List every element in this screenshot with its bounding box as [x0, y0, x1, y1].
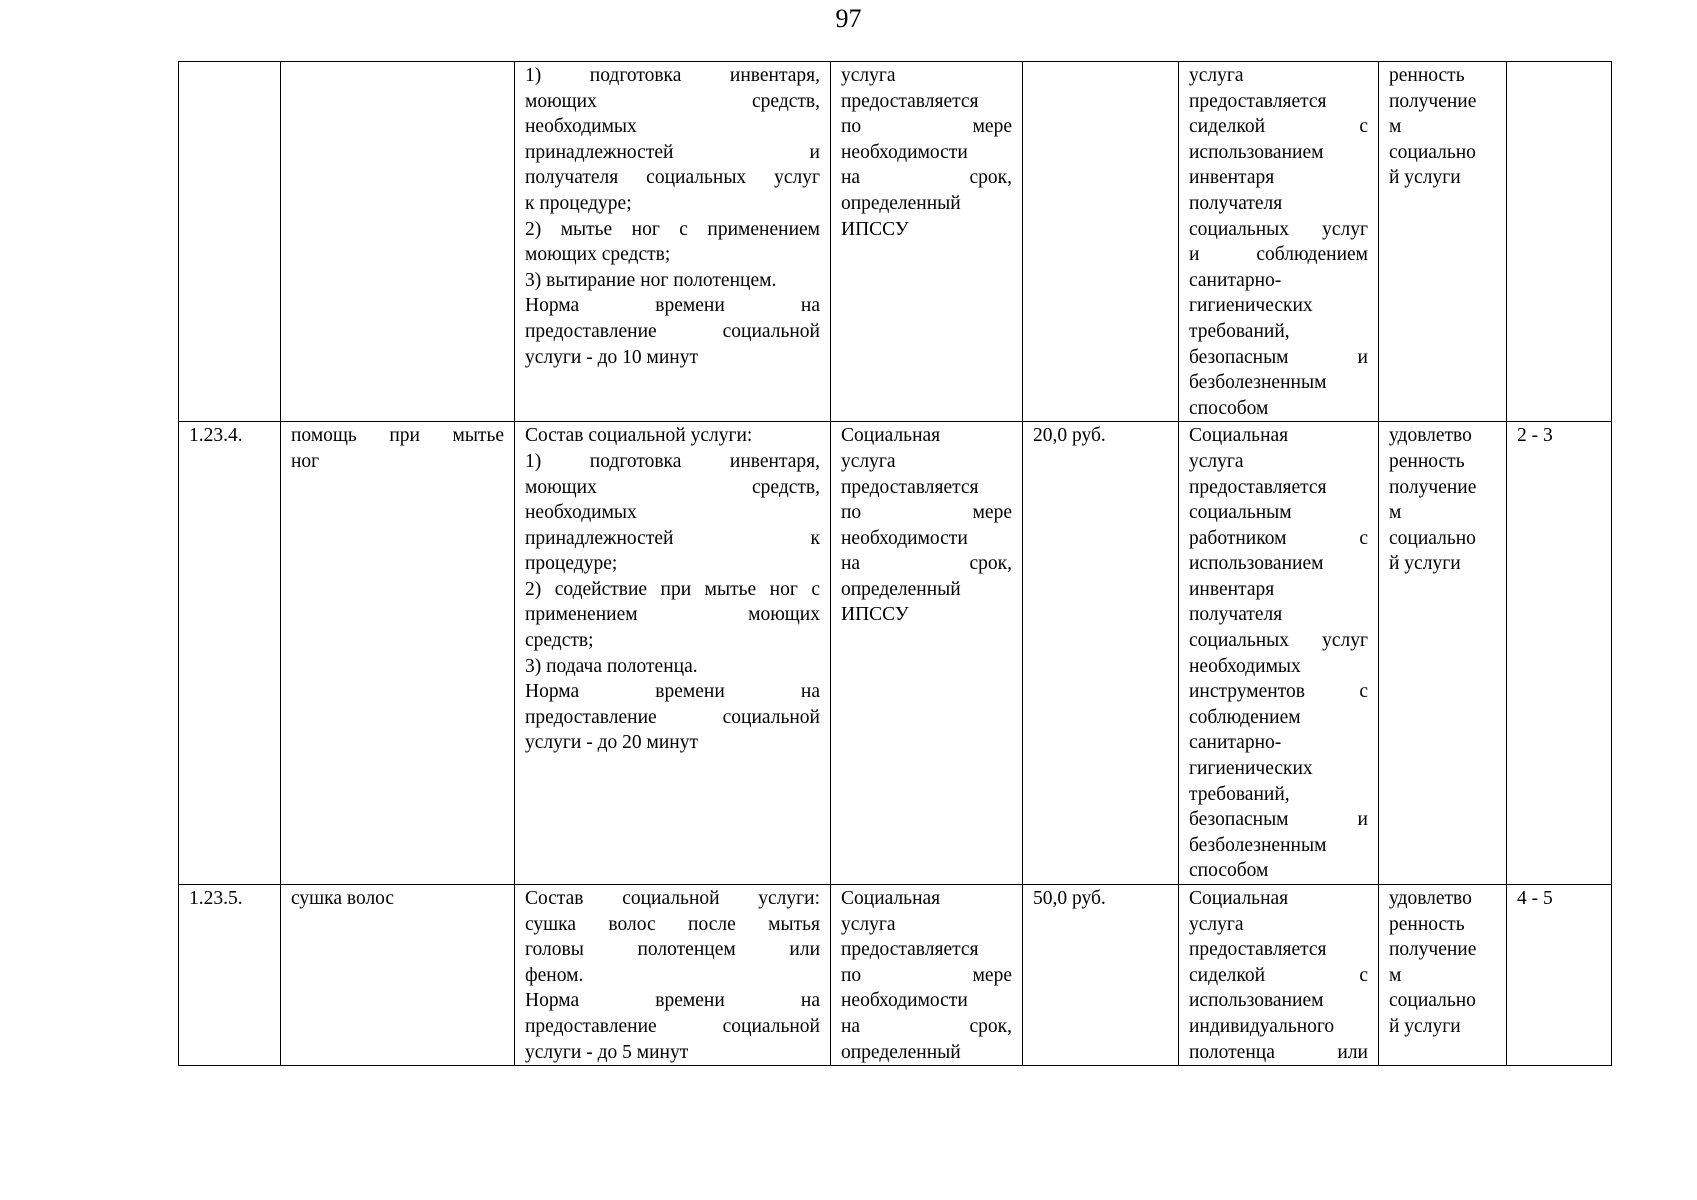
cell-text-line: по мере — [841, 964, 1012, 986]
cell-text-line: процедуре; — [525, 553, 618, 575]
table-row — [179, 62, 1612, 422]
cell-text-line: предоставление социальной — [525, 1015, 820, 1037]
cell-text-line: инструментов с — [1189, 681, 1368, 703]
cell-text-line: работником с — [1189, 527, 1368, 549]
cell-text-line: индивидуального — [1189, 1015, 1335, 1037]
service-price-cell: 20,0 руб. — [1023, 422, 1179, 885]
services-table — [178, 61, 1612, 1066]
cell-text-line: предоставляется — [841, 939, 979, 961]
service-evaluation-cell — [1379, 422, 1507, 885]
cell-text-line: безболезненным — [1189, 372, 1327, 394]
cell-text-line: социально — [1389, 141, 1476, 163]
service-conditions-cell — [831, 62, 1023, 422]
cell-text-line: моющих средств, — [525, 476, 820, 498]
cell-text-line: безопасным и — [1189, 809, 1368, 831]
cell-text-line: применением моющих — [525, 604, 820, 626]
cell-text-line: предоставляется — [1189, 90, 1327, 112]
cell-text-line: сиделкой с — [1189, 116, 1368, 138]
cell-text-line: услуга — [1189, 913, 1244, 935]
cell-text-line: услуга — [841, 450, 896, 472]
cell-text-line: предоставляется — [1189, 476, 1327, 498]
cell-text-line: безопасным и — [1189, 346, 1368, 368]
table-row — [179, 422, 1612, 885]
cell-text-line: Социальная — [841, 888, 941, 909]
service-conditions-cell — [831, 885, 1023, 1066]
cell-text-line: необходимости — [841, 141, 968, 163]
cell-text-line: принадлежностей и — [525, 141, 820, 163]
cell-text-line: необходимости — [841, 527, 968, 549]
cell-text-line: услуга — [841, 913, 896, 935]
cell-text-line: услуга — [841, 65, 896, 86]
cell-text-line: получение — [1389, 90, 1477, 112]
cell-text-line: на срок, — [841, 553, 1012, 575]
cell-text-line: принадлежностей к — [525, 527, 820, 549]
cell-text-line: ренность — [1389, 913, 1465, 935]
service-price-cell — [1023, 62, 1179, 422]
cell-text-line: 2) мытье ног с применением — [525, 218, 820, 240]
cell-text-line: определенный — [841, 1041, 961, 1063]
service-conditions-cell — [831, 422, 1023, 885]
cell-text-line: социальным — [1189, 502, 1292, 524]
cell-text-line: получателя социальных услуг — [525, 167, 820, 189]
cell-text-line: помощь при мытье — [291, 425, 504, 447]
cell-text-line: удовлетво — [1389, 425, 1472, 447]
cell-text-line: необходимых — [525, 116, 637, 138]
cell-text-line: социально — [1389, 990, 1476, 1012]
cell-text-line: 3) подача полотенца. — [525, 655, 698, 677]
cell-text-line: безболезненным — [1189, 834, 1327, 856]
table-row — [179, 885, 1612, 1066]
cell-text-line: гигиенических — [1189, 758, 1313, 780]
cell-text-line: моющих средств, — [525, 90, 820, 112]
cell-text-line: предоставление социальной — [525, 320, 820, 342]
service-range-cell — [1507, 62, 1612, 422]
cell-text-line: санитарно- — [1189, 269, 1282, 291]
cell-text-line: ИПССУ — [841, 218, 909, 240]
cell-text-line: й услуги — [1389, 553, 1461, 575]
service-range-cell: 2 - 3 — [1507, 422, 1612, 885]
cell-text-line: соблюдением — [1189, 706, 1301, 728]
cell-text-line: на срок, — [841, 167, 1012, 189]
cell-text-line: головы полотенцем или — [525, 939, 820, 961]
cell-text-line: ренность — [1389, 450, 1465, 472]
cell-text-line: получателя — [1189, 604, 1283, 626]
cell-text-line: санитарно- — [1189, 732, 1282, 754]
cell-text-line: использованием — [1189, 141, 1324, 163]
cell-text-line: Состав социальной услуги: — [525, 888, 820, 909]
cell-text-line: использованием — [1189, 553, 1324, 575]
cell-text-line: к процедуре; — [525, 192, 632, 214]
cell-text-line: инвентаря — [1189, 167, 1275, 189]
cell-text-line: 1) подготовка инвентаря, — [525, 65, 820, 86]
cell-text-line: инвентаря — [1189, 578, 1275, 600]
cell-text-line: 3) вытирание ног полотенцем. — [525, 269, 777, 291]
service-quality-cell — [1179, 422, 1379, 885]
cell-text-line: ИПССУ — [841, 604, 909, 626]
cell-text-line: на срок, — [841, 1015, 1012, 1037]
service-range-cell: 4 - 5 — [1507, 885, 1612, 1066]
cell-text-line: Норма времени на — [525, 295, 820, 317]
cell-text-line: ног — [291, 450, 320, 472]
service-name-cell — [281, 62, 515, 422]
cell-text-line: социальных услуг — [1189, 630, 1368, 652]
cell-text-line: и соблюдением — [1189, 244, 1368, 266]
cell-text-line: моющих средств; — [525, 244, 671, 266]
cell-text-line: необходимых — [525, 502, 637, 524]
service-evaluation-cell — [1379, 62, 1507, 422]
cell-text-line: получение — [1389, 476, 1477, 498]
cell-text-line: сушка волос после мытья — [525, 913, 820, 935]
service-name-cell — [281, 885, 515, 1066]
cell-text-line: предоставляется — [841, 476, 979, 498]
cell-text-line: услуги - до 20 минут — [525, 732, 698, 754]
service-name-cell — [281, 422, 515, 885]
cell-text-line: 1) подготовка инвентаря, — [525, 450, 820, 472]
cell-text-line: средств; — [525, 630, 594, 652]
cell-text-line: социально — [1389, 527, 1476, 549]
service-composition-cell — [515, 62, 831, 422]
cell-text-line: сушка волос — [291, 888, 395, 909]
cell-text-line: феном. — [525, 964, 584, 986]
service-price-cell: 50,0 руб. — [1023, 885, 1179, 1066]
cell-text-line: по мере — [841, 502, 1012, 524]
cell-text-line: предоставляется — [1189, 939, 1327, 961]
cell-text-line: социальных услуг — [1189, 218, 1368, 240]
service-code-cell: 1.23.4. — [179, 422, 281, 885]
cell-text-line: использованием — [1189, 990, 1324, 1012]
cell-text-line: м — [1389, 116, 1402, 138]
cell-text-line: услуги - до 10 минут — [525, 346, 698, 368]
cell-text-line: необходимых — [1189, 655, 1301, 677]
cell-text-line: получение — [1389, 939, 1477, 961]
cell-text-line: м — [1389, 964, 1402, 986]
cell-text-line: Норма времени на — [525, 681, 820, 703]
cell-text-line: по мере — [841, 116, 1012, 138]
service-code-cell — [179, 62, 281, 422]
service-quality-cell — [1179, 62, 1379, 422]
page-number: 97 — [835, 4, 862, 33]
cell-text-line: Норма времени на — [525, 990, 820, 1012]
cell-text-line: гигиенических — [1189, 295, 1313, 317]
cell-text-line: Состав социальной услуги: — [525, 425, 753, 447]
cell-text-line: предоставляется — [841, 90, 979, 112]
service-evaluation-cell — [1379, 885, 1507, 1066]
cell-text-line: ренность — [1389, 65, 1465, 86]
service-composition-cell — [515, 885, 831, 1066]
cell-text-line: Социальная — [1189, 425, 1289, 447]
cell-text-line: услуга — [1189, 450, 1244, 472]
cell-text-line: необходимости — [841, 990, 968, 1012]
cell-text-line: услуга — [1189, 65, 1244, 86]
service-composition-cell — [515, 422, 831, 885]
cell-text-line: предоставление социальной — [525, 706, 820, 728]
cell-text-line: получателя — [1189, 192, 1283, 214]
service-code-cell: 1.23.5. — [179, 885, 281, 1066]
cell-text-line: м — [1389, 502, 1402, 524]
cell-text-line: сиделкой с — [1189, 964, 1368, 986]
cell-text-line: й услуги — [1389, 1015, 1461, 1037]
cell-text-line: полотенца или — [1189, 1041, 1368, 1063]
cell-text-line: требований, — [1189, 320, 1290, 342]
cell-text-line: способом — [1189, 397, 1269, 419]
cell-text-line: определенный — [841, 192, 961, 214]
service-quality-cell — [1179, 885, 1379, 1066]
cell-text-line: способом — [1189, 860, 1269, 882]
cell-text-line: требований, — [1189, 783, 1290, 805]
cell-text-line: 2) содействие при мытье ног с — [525, 578, 820, 600]
cell-text-line: Социальная — [1189, 888, 1289, 909]
cell-text-line: й услуги — [1389, 167, 1461, 189]
cell-text-line: Социальная — [841, 425, 941, 447]
cell-text-line: услуги - до 5 минут — [525, 1041, 689, 1063]
cell-text-line: определенный — [841, 578, 961, 600]
cell-text-line: удовлетво — [1389, 888, 1472, 909]
